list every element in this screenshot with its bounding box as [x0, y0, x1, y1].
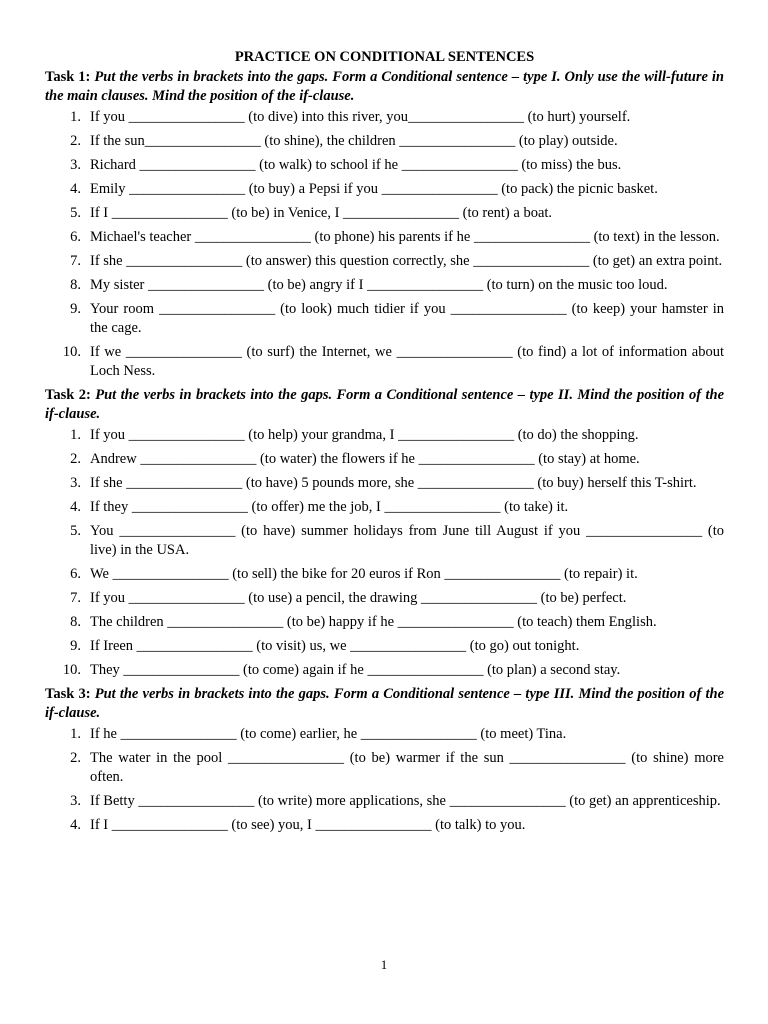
item-number: 10. [62, 344, 81, 360]
task-2-heading [45, 386, 724, 424]
exercise-item [45, 498, 724, 517]
item-number: 7. [70, 253, 81, 269]
exercise-item [45, 343, 724, 381]
item-text: If I ________________ (to be) in Venice, I ________________ (to rent) a boat. [90, 205, 553, 221]
exercise-item [45, 637, 724, 656]
page-title: PRACTICE ON CONDITIONAL SENTENCES [234, 49, 535, 65]
item-text: The water in the pool ________________ (to be) warmer if the sun ________________ (to shine) more often. [90, 750, 724, 785]
exercise-item [45, 522, 724, 560]
exercise-item [45, 204, 724, 223]
item-number: 8. [70, 277, 81, 293]
exercise-item [45, 180, 724, 199]
item-text: If Betty ________________ (to write) more applications, she ________________ (to get) an apprenticeship. [90, 793, 721, 809]
item-number: 4. [70, 817, 81, 833]
task-instruction: Put the verbs in brackets into the gaps. Form a Conditional sentence – type I. Only use the will-future in the main clauses. Mind the position of the if-clause. [45, 69, 724, 104]
item-text: If I ________________ (to see) you, I ________________ (to talk) to you. [90, 817, 526, 833]
task-1-section [45, 68, 724, 381]
task-3-heading [45, 685, 724, 723]
item-number: 1. [70, 726, 81, 742]
exercise-item [45, 108, 724, 127]
task-label: Task 3: [45, 686, 91, 702]
exercise-item [45, 725, 724, 744]
item-number: 10. [62, 662, 81, 678]
task-instruction: Put the verbs in brackets into the gaps. Form a Conditional sentence – type II. Mind the position of the if-clause. [45, 387, 724, 422]
exercise-item [45, 613, 724, 632]
item-number: 2. [70, 750, 81, 766]
exercise-item [45, 252, 724, 271]
item-text: If we ________________ (to surf) the Internet, we ________________ (to find) a lot of information about Loch Ness. [90, 344, 724, 379]
item-number: 1. [70, 109, 81, 125]
item-text: You ________________ (to have) summer holidays from June till August if you ________________ (to live) in the USA. [90, 523, 724, 558]
exercise-item [45, 792, 724, 811]
item-text: Emily ________________ (to buy) a Pepsi if you ________________ (to pack) the picnic basket. [90, 181, 658, 197]
item-text: We ________________ (to sell) the bike for 20 euros if Ron ________________ (to repair) it. [90, 566, 638, 582]
exercise-item [45, 474, 724, 493]
item-text: Richard ________________ (to walk) to school if he ________________ (to miss) the bus. [90, 157, 622, 173]
exercise-item [45, 426, 724, 445]
item-text: The children ________________ (to be) happy if he ________________ (to teach) them English. [90, 614, 657, 630]
item-number: 5. [70, 205, 81, 221]
item-text: Your room ________________ (to look) much tidier if you ________________ (to keep) your hamster in the cage. [90, 301, 724, 336]
exercise-item [45, 661, 724, 680]
item-number: 9. [70, 638, 81, 654]
item-text: If he ________________ (to come) earlier, he ________________ (to meet) Tina. [90, 726, 567, 742]
page-number: 1 [380, 957, 388, 972]
item-text: Andrew ________________ (to water) the flowers if he ________________ (to stay) at home. [90, 451, 640, 467]
item-text: If you ________________ (to help) your grandma, I ________________ (to do) the shopping. [90, 427, 639, 443]
item-number: 6. [70, 229, 81, 245]
task-1-heading [45, 68, 724, 106]
item-number: 8. [70, 614, 81, 630]
item-number: 3. [70, 793, 81, 809]
exercise-item [45, 228, 724, 247]
item-number: 6. [70, 566, 81, 582]
item-number: 5. [70, 523, 81, 539]
task-2-section [45, 386, 724, 680]
exercise-item [45, 132, 724, 151]
exercise-item [45, 816, 724, 835]
item-number: 9. [70, 301, 81, 317]
item-text: If Ireen ________________ (to visit) us, we ________________ (to go) out tonight. [90, 638, 580, 654]
item-text: Michael's teacher ________________ (to phone) his parents if he ________________ (to text) in the lesson. [90, 229, 720, 245]
task-instruction: Put the verbs in brackets into the gaps. Form a Conditional sentence – type III. Mind the position of the if-clause. [45, 686, 725, 721]
task-2-items [45, 426, 724, 680]
task-1-items [45, 108, 724, 381]
item-number: 7. [70, 590, 81, 606]
task-label: Task 1: [45, 69, 91, 85]
item-number: 3. [70, 475, 81, 491]
item-number: 3. [70, 157, 81, 173]
exercise-item [45, 589, 724, 608]
item-text: If you ________________ (to dive) into this river, you________________ (to hurt) yourself. [90, 109, 631, 125]
task-label: Task 2: [45, 387, 91, 403]
item-text: My sister ________________ (to be) angry if I ________________ (to turn) on the music too loud. [90, 277, 668, 293]
task-3-items [45, 725, 724, 835]
item-number: 2. [70, 133, 81, 149]
item-text: If she ________________ (to have) 5 pounds more, she ________________ (to buy) herself this T-shirt. [90, 475, 697, 491]
exercise-item [45, 300, 724, 338]
exercise-item [45, 450, 724, 469]
item-text: They ________________ (to come) again if he ________________ (to plan) a second stay. [90, 662, 621, 678]
item-number: 2. [70, 451, 81, 467]
item-text: If they ________________ (to offer) me the job, I ________________ (to take) it. [90, 499, 569, 515]
exercise-item [45, 156, 724, 175]
exercise-item [45, 276, 724, 295]
item-text: If you ________________ (to use) a pencil, the drawing ________________ (to be) perfect. [90, 590, 627, 606]
exercise-item [45, 565, 724, 584]
item-text: If she ________________ (to answer) this question correctly, she ________________ (to get) an extra point. [90, 253, 723, 269]
item-text: If the sun________________ (to shine), the children ________________ (to play) outside. [90, 133, 618, 149]
item-number: 4. [70, 499, 81, 515]
item-number: 4. [70, 181, 81, 197]
exercise-item [45, 749, 724, 787]
item-number: 1. [70, 427, 81, 443]
task-3-section [45, 685, 724, 835]
